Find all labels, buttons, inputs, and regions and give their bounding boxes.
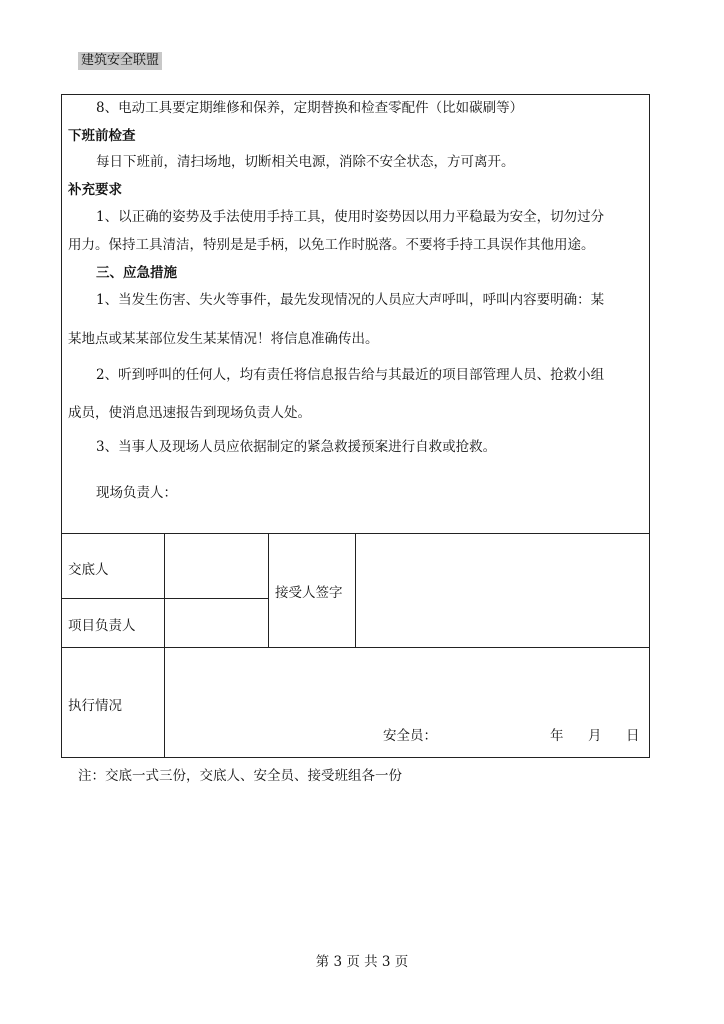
offwork-text: 每日下班前，清扫场地，切断相关电源，消除不安全状态，方可离开。 [96,154,515,170]
emergency-heading: 三、应急措施 [96,265,177,281]
month-label: 月 [588,728,602,744]
row-divider [61,598,268,599]
item-8-text: 8、电动工具要定期维修和保养，定期替换和检查零配件（比如碳刷等） [96,100,524,116]
footer-note: 注：交底一式三份，交底人、安全员、接受班组各一份 [78,768,402,784]
year-label: 年 [550,728,564,744]
supplement-line-1: 1、以正确的姿势及手法使用手持工具，使用时姿势因以用力平稳最为安全，切勿过分 [96,209,605,225]
emergency-3-text: 3、当事人及现场人员应依据制定的紧急救援预案进行自救或抢救。 [96,439,497,455]
exec-col-line [164,647,165,758]
emergency-1-line-2: 某地点或某某部位发生某某情况！将信息准确传出。 [68,331,379,347]
briefer-label: 交底人 [68,562,109,578]
receiver-sign-label: 接受人签字 [275,585,343,601]
supplement-heading: 补充要求 [68,182,122,198]
emergency-2-line-1: 2、听到呼叫的任何人，均有责任将信息报告给与其最近的项目部管理人员、抢救小组 [96,367,605,383]
table-mid-line [61,647,650,648]
emergency-1-line-1: 1、当发生伤害、失火等事件，最先发现情况的人员应大声呼叫，呼叫内容要明确：某 [96,292,605,308]
emergency-2-line-2: 成员，使消息迅速报告到现场负责人处。 [68,405,311,421]
col-line-2 [268,533,269,647]
col-line-1 [164,533,165,647]
page-number: 第 3 页 共 3 页 [315,954,409,970]
document-frame [61,94,650,758]
project-leader-label: 项目负责人 [68,618,136,634]
site-leader-label: 现场负责人： [96,485,177,501]
offwork-heading: 下班前检查 [68,128,136,144]
execution-label: 执行情况 [68,698,122,714]
supplement-line-2: 用力。保持工具清洁，特别是是手柄，以免工作时脱落。不要将手持工具误作其他用途。 [68,237,595,253]
safety-officer-label: 安全员： [383,728,437,744]
day-label: 日 [626,728,640,744]
col-line-3 [355,533,356,647]
header-org-tag: 建筑安全联盟 [78,52,162,70]
